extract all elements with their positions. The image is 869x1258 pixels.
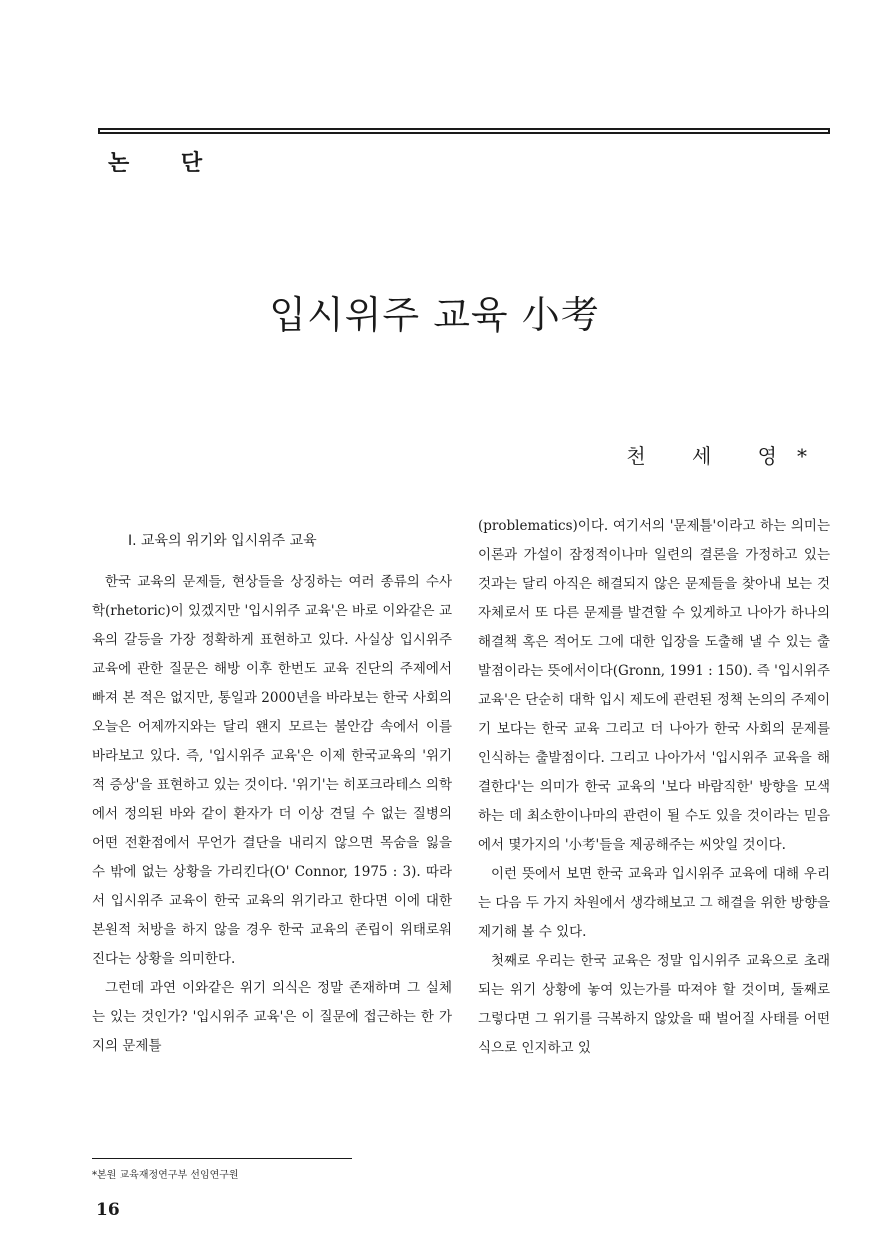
page-number: 16: [96, 1200, 120, 1220]
paragraph: 첫째로 우리는 한국 교육은 정말 입시위주 교육으로 초래되는 위기 상황에 놓여 있는가를 따져야 할 것이며, 둘째로 그렇다면 그 위기를 극복하지 않았을 때 벌어질 사태를 어떤 식으로 인지하고 있: [478, 953, 830, 1056]
article-title: 입시위주 교육 小考: [269, 293, 600, 337]
footnote-divider: [92, 1158, 352, 1159]
paragraph: 그런데 과연 이와같은 위기 의식은 정말 존재하며 그 실체는 있는 것인가? '입시위주 교육'은 이 질문에 접근하는 한 가지의 문제틀: [92, 980, 452, 1054]
article-author: 천 세 영*: [626, 444, 827, 468]
left-column: [92, 568, 452, 1061]
section-label: 논 단: [108, 151, 225, 176]
paragraph: 한국 교육의 문제들, 현상들을 상징하는 여러 종류의 수사학(rhetoric)이 있겠지만 '입시위주 교육'은 바로 이와같은 교육의 갈등을 가장 정확하게 표현하고 있다. 사실상 입시위주 교육에 관한 질문은 해방 이후 한번도 교육 진단의 주제에서 빠져 본 적은 없지만, 통일과 2000년을 바라보는 한국 사회의 오늘은 어제까지와는 달리 왠지 모르는 불안감 속에서 이를 바라보고 있다. 즉, '입시위주 교육'은 이제 한국교육의 '위기적 증상'을 표현하고 있는 것이다. '위기'는 히포크라테스 의학에서 정의된 바와 같이 환자가 더 이상 견딜 수 없는 질병의 어떤 전환점에서 무언가 결단을 내리지 않으면 목숨을 잃을 수 밖에 없는 상황을 가리킨다(O' Connor, 1975 : 3). 따라서 입시위주 교육이 한국 교육의 위기라고 한다면 이에 대한 본원적 처방을 하지 않을 경우 한국 교육의 존립이 위태로워진다는 상황을 의미한다.: [92, 574, 452, 967]
paragraph: 이런 뜻에서 보면 한국 교육과 입시위주 교육에 대해 우리는 다음 두 가지 차원에서 생각해보고 그 해결을 위한 방향을 제기해 볼 수 있다.: [478, 866, 830, 940]
paragraph: (problematics)이다. 여기서의 '문제틀'이라고 하는 의미는 이론과 가설이 잠정적이나마 일련의 결론을 가정하고 있는 것과는 달리 아직은 해결되지 않은 문제들을 찾아내 보는 것 자체로서 또 다른 문제를 발견할 수 있게하고 나아가 하나의 해결책 혹은 적어도 그에 대한 입장을 도출해 낼 수 있는 출발점이라는 뜻에서이다(Gronn, 1991 : 150). 즉 '입시위주 교육'은 단순히 대학 입시 제도에 관련된 정책 논의의 주제이기 보다는 한국 교육 그리고 더 나아가 한국 사회의 문제를 인식하는 출발점이다. 그리고 나아가서 '입시위주 교육을 해결한다'는 의미가 한국 교육의 '보다 바람직한' 방향을 모색하는 데 최소한이나마의 관련이 될 수도 있을 것이라는 믿음에서 몇가지의 '小考'들을 제공해주는 씨앗일 것이다.: [478, 518, 830, 853]
right-column: [478, 512, 830, 1063]
top-rule: [98, 128, 830, 134]
footnote: *본원 교육재정연구부 선임연구원: [92, 1170, 239, 1181]
section-heading: I. 교육의 위기와 입시위주 교육: [128, 533, 317, 549]
